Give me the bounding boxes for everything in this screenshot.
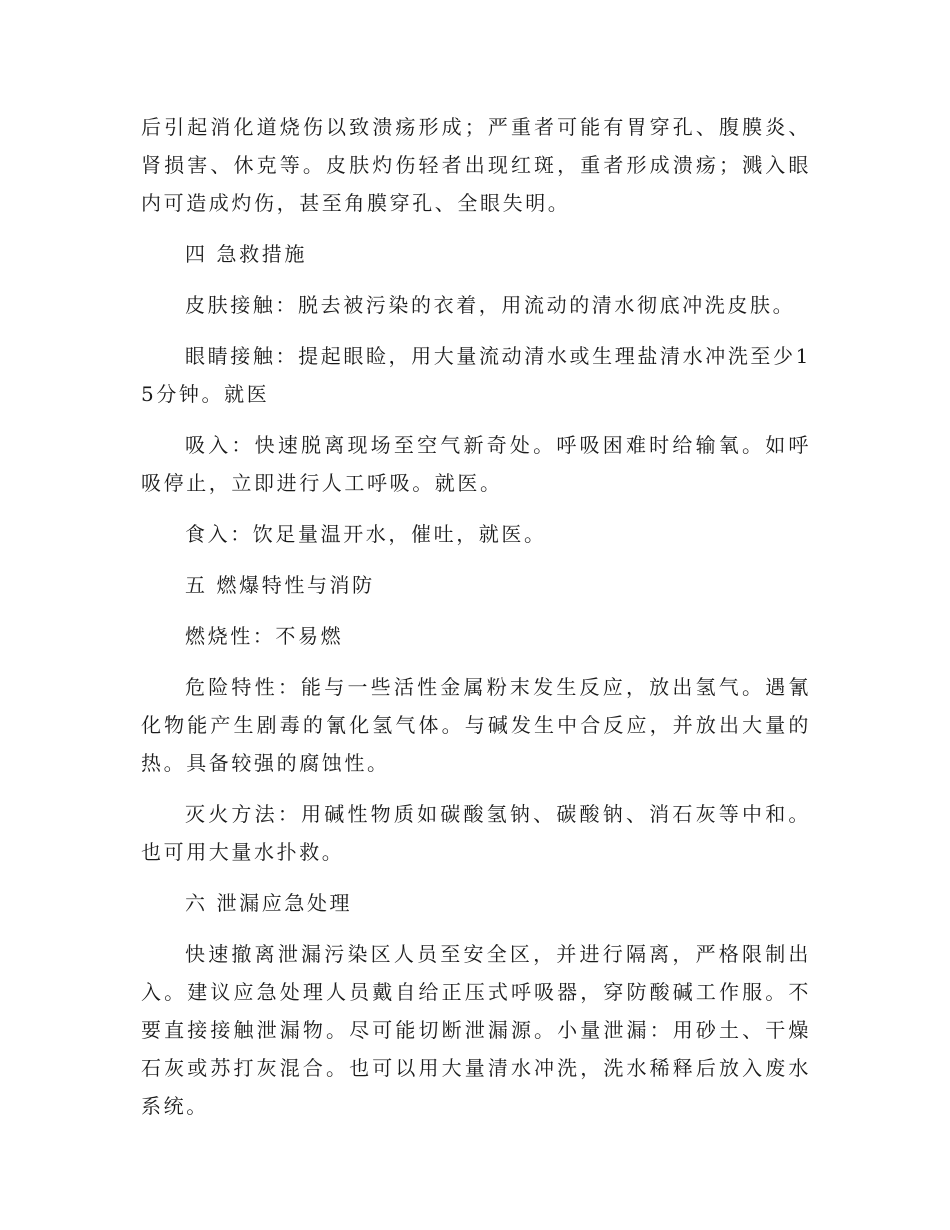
paragraph-eye-contact: 眼睛接触：提起眼睑，用大量流动清水或生理盐清水冲洗至少15分钟。就医 (141, 344, 811, 406)
section-heading-fire: 五 燃爆特性与消防 (185, 573, 375, 597)
paragraph-flammability: 燃烧性：不易燃 (185, 624, 344, 648)
paragraph-extinguishing: 灭火方法：用碱性物质如碳酸氢钠、碳酸钠、消石灰等中和。也可用大量水扑救。 (141, 802, 811, 864)
paragraph-inhalation: 吸入：快速脱离现场至空气新奇处。呼吸困难时给输氧。如呼吸停止，立即进行人工呼吸。就医。 (141, 433, 811, 495)
document-body (141, 108, 811, 1138)
paragraph-ingestion: 食入：饮足量温开水，催吐，就医。 (185, 522, 547, 546)
paragraph-intro: 后引起消化道烧伤以致溃疡形成；严重者可能有胃穿孔、腹膜炎、肾损害、休克等。皮肤灼伤轻者出现红斑，重者形成溃疡；溅入眼内可造成灼伤，甚至角膜穿孔、全眼失明。 (141, 115, 811, 215)
paragraph-hazards: 危险特性：能与一些活性金属粉末发生反应，放出氢气。遇氰化物能产生剧毒的氰化氢气体。与碱发生中合反应，并放出大量的热。具备较强的腐蚀性。 (141, 675, 811, 775)
section-heading-leak: 六 泄漏应急处理 (185, 891, 353, 915)
section-heading-first-aid: 四 急救措施 (185, 242, 307, 266)
paragraph-leak-response: 快速撤离泄漏污染区人员至安全区，并进行隔离，严格限制出入。建议应急处理人员戴自给正压式呼吸器，穿防酸碱工作服。不要直接接触泄漏物。尽可能切断泄漏源。小量泄漏：用砂土、干燥石灰或苏打灰混合。也可以用大量清水冲洗，洗水稀释后放入废水系统。 (141, 942, 811, 1118)
paragraph-skin-contact: 皮肤接触：脱去被污染的衣着，用流动的清水彻底冲洗皮肤。 (185, 293, 796, 317)
